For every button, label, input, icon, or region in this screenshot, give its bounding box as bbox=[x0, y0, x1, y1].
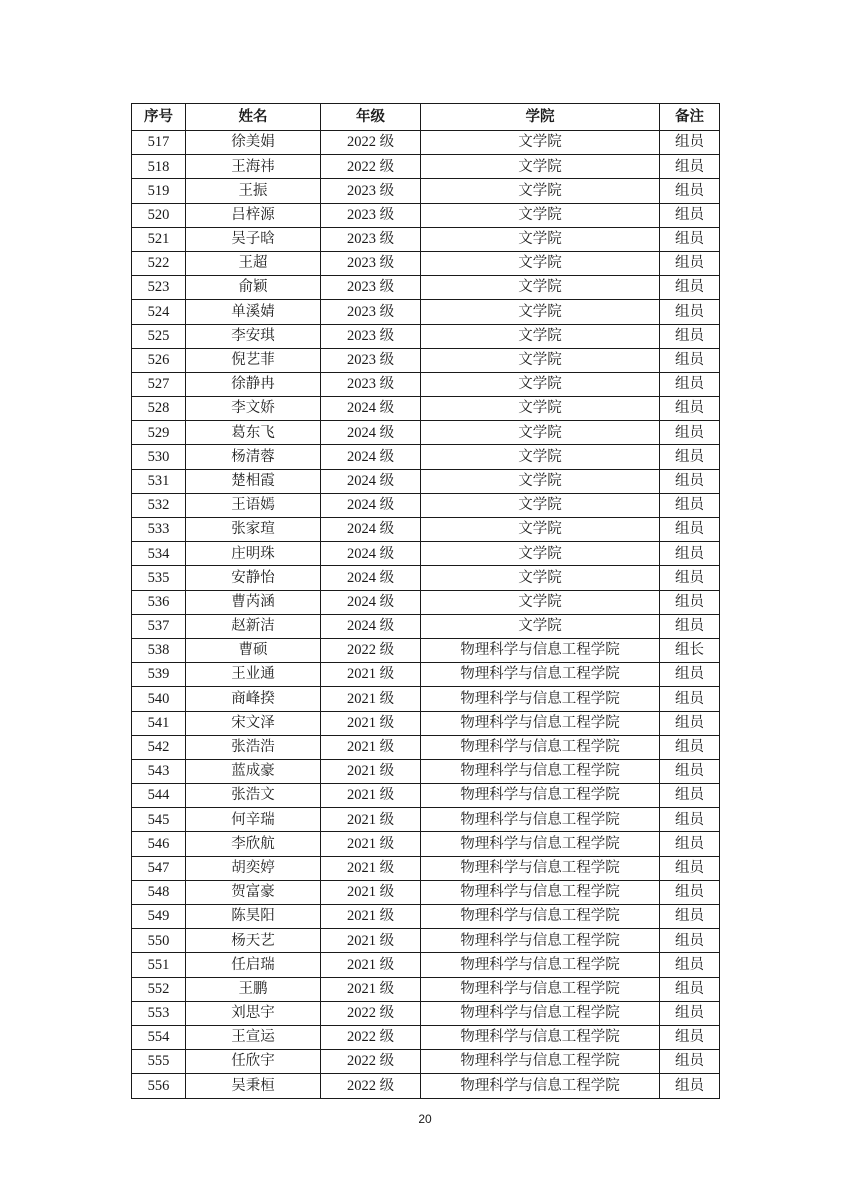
cell-remark: 组员 bbox=[660, 179, 720, 203]
cell-college: 物理科学与信息工程学院 bbox=[421, 832, 660, 856]
cell-college: 文学院 bbox=[421, 155, 660, 179]
table-row bbox=[132, 566, 720, 590]
cell-name: 李欣航 bbox=[186, 832, 321, 856]
cell-remark: 组员 bbox=[660, 155, 720, 179]
cell-name: 王超 bbox=[186, 251, 321, 275]
cell-grade: 2021 级 bbox=[321, 687, 421, 711]
cell-college: 文学院 bbox=[421, 348, 660, 372]
cell-remark: 组员 bbox=[660, 687, 720, 711]
table-row bbox=[132, 759, 720, 783]
table-row bbox=[132, 1025, 720, 1049]
cell-college: 文学院 bbox=[421, 445, 660, 469]
cell-grade: 2023 级 bbox=[321, 348, 421, 372]
table-row bbox=[132, 155, 720, 179]
cell-index: 556 bbox=[132, 1074, 186, 1098]
table-row bbox=[132, 590, 720, 614]
cell-remark: 组员 bbox=[660, 759, 720, 783]
cell-index: 540 bbox=[132, 687, 186, 711]
cell-remark: 组员 bbox=[660, 421, 720, 445]
cell-name: 杨清蓉 bbox=[186, 445, 321, 469]
cell-name: 王鹏 bbox=[186, 977, 321, 1001]
cell-grade: 2023 级 bbox=[321, 203, 421, 227]
cell-college: 文学院 bbox=[421, 276, 660, 300]
cell-grade: 2021 级 bbox=[321, 663, 421, 687]
cell-remark: 组员 bbox=[660, 880, 720, 904]
cell-grade: 2024 级 bbox=[321, 614, 421, 638]
cell-remark: 组员 bbox=[660, 614, 720, 638]
cell-college: 物理科学与信息工程学院 bbox=[421, 1001, 660, 1025]
cell-index: 534 bbox=[132, 542, 186, 566]
cell-grade: 2023 级 bbox=[321, 324, 421, 348]
cell-college: 物理科学与信息工程学院 bbox=[421, 784, 660, 808]
cell-college: 物理科学与信息工程学院 bbox=[421, 711, 660, 735]
cell-college: 文学院 bbox=[421, 324, 660, 348]
cell-remark: 组员 bbox=[660, 227, 720, 251]
roster-body bbox=[132, 131, 720, 1099]
column-header-college: 学院 bbox=[421, 104, 660, 131]
cell-index: 544 bbox=[132, 784, 186, 808]
cell-college: 物理科学与信息工程学院 bbox=[421, 808, 660, 832]
cell-college: 文学院 bbox=[421, 397, 660, 421]
table-row bbox=[132, 300, 720, 324]
cell-index: 533 bbox=[132, 518, 186, 542]
cell-college: 文学院 bbox=[421, 518, 660, 542]
table-row bbox=[132, 711, 720, 735]
cell-name: 吴秉桓 bbox=[186, 1074, 321, 1098]
cell-college: 文学院 bbox=[421, 542, 660, 566]
cell-remark: 组员 bbox=[660, 566, 720, 590]
cell-index: 542 bbox=[132, 735, 186, 759]
cell-name: 刘思宇 bbox=[186, 1001, 321, 1025]
cell-remark: 组员 bbox=[660, 590, 720, 614]
cell-name: 宋文泽 bbox=[186, 711, 321, 735]
cell-college: 物理科学与信息工程学院 bbox=[421, 953, 660, 977]
cell-name: 吴子晗 bbox=[186, 227, 321, 251]
table-row bbox=[132, 397, 720, 421]
table-row bbox=[132, 977, 720, 1001]
cell-index: 535 bbox=[132, 566, 186, 590]
cell-remark: 组员 bbox=[660, 953, 720, 977]
cell-remark: 组员 bbox=[660, 905, 720, 929]
table-row bbox=[132, 905, 720, 929]
cell-index: 523 bbox=[132, 276, 186, 300]
cell-grade: 2021 级 bbox=[321, 808, 421, 832]
cell-college: 物理科学与信息工程学院 bbox=[421, 759, 660, 783]
table-row bbox=[132, 735, 720, 759]
page-number: 20 bbox=[418, 1112, 432, 1126]
cell-college: 物理科学与信息工程学院 bbox=[421, 880, 660, 904]
table-row bbox=[132, 953, 720, 977]
roster-table bbox=[131, 103, 720, 1099]
table-row bbox=[132, 638, 720, 662]
cell-grade: 2021 级 bbox=[321, 856, 421, 880]
cell-grade: 2021 级 bbox=[321, 784, 421, 808]
table-row bbox=[132, 784, 720, 808]
cell-grade: 2022 级 bbox=[321, 1050, 421, 1074]
table-row bbox=[132, 421, 720, 445]
cell-index: 531 bbox=[132, 469, 186, 493]
cell-grade: 2024 级 bbox=[321, 421, 421, 445]
cell-name: 杨天艺 bbox=[186, 929, 321, 953]
cell-index: 554 bbox=[132, 1025, 186, 1049]
cell-college: 文学院 bbox=[421, 421, 660, 445]
cell-name: 倪艺菲 bbox=[186, 348, 321, 372]
cell-grade: 2023 级 bbox=[321, 251, 421, 275]
cell-college: 物理科学与信息工程学院 bbox=[421, 977, 660, 1001]
cell-remark: 组员 bbox=[660, 324, 720, 348]
cell-name: 王宣运 bbox=[186, 1025, 321, 1049]
cell-remark: 组员 bbox=[660, 663, 720, 687]
cell-index: 517 bbox=[132, 131, 186, 155]
cell-index: 519 bbox=[132, 179, 186, 203]
cell-name: 张浩文 bbox=[186, 784, 321, 808]
table-row bbox=[132, 518, 720, 542]
table-row bbox=[132, 131, 720, 155]
table-row bbox=[132, 1074, 720, 1098]
cell-name: 何辛瑞 bbox=[186, 808, 321, 832]
column-header-grade: 年级 bbox=[321, 104, 421, 131]
cell-name: 贺富豪 bbox=[186, 880, 321, 904]
column-header-name: 姓名 bbox=[186, 104, 321, 131]
cell-index: 555 bbox=[132, 1050, 186, 1074]
cell-grade: 2021 级 bbox=[321, 953, 421, 977]
cell-remark: 组员 bbox=[660, 276, 720, 300]
cell-college: 文学院 bbox=[421, 300, 660, 324]
column-header-index: 序号 bbox=[132, 104, 186, 131]
cell-index: 522 bbox=[132, 251, 186, 275]
cell-grade: 2024 级 bbox=[321, 542, 421, 566]
cell-grade: 2023 级 bbox=[321, 372, 421, 396]
table-row bbox=[132, 614, 720, 638]
cell-index: 525 bbox=[132, 324, 186, 348]
cell-index: 536 bbox=[132, 590, 186, 614]
cell-index: 548 bbox=[132, 880, 186, 904]
cell-grade: 2021 级 bbox=[321, 929, 421, 953]
cell-name: 王海祎 bbox=[186, 155, 321, 179]
cell-remark: 组员 bbox=[660, 1050, 720, 1074]
cell-name: 楚相霞 bbox=[186, 469, 321, 493]
table-row bbox=[132, 808, 720, 832]
header-row bbox=[132, 104, 720, 131]
cell-name: 葛东飞 bbox=[186, 421, 321, 445]
cell-index: 550 bbox=[132, 929, 186, 953]
cell-grade: 2024 级 bbox=[321, 397, 421, 421]
table-row bbox=[132, 227, 720, 251]
cell-index: 538 bbox=[132, 638, 186, 662]
cell-grade: 2024 级 bbox=[321, 518, 421, 542]
cell-grade: 2022 级 bbox=[321, 155, 421, 179]
cell-grade: 2021 级 bbox=[321, 735, 421, 759]
cell-index: 539 bbox=[132, 663, 186, 687]
cell-remark: 组员 bbox=[660, 542, 720, 566]
cell-index: 546 bbox=[132, 832, 186, 856]
cell-remark: 组员 bbox=[660, 493, 720, 517]
table-row bbox=[132, 1050, 720, 1074]
cell-remark: 组员 bbox=[660, 977, 720, 1001]
cell-name: 陈昊阳 bbox=[186, 905, 321, 929]
cell-college: 文学院 bbox=[421, 179, 660, 203]
cell-grade: 2024 级 bbox=[321, 493, 421, 517]
table-row bbox=[132, 445, 720, 469]
cell-index: 526 bbox=[132, 348, 186, 372]
cell-name: 商峰揆 bbox=[186, 687, 321, 711]
cell-grade: 2021 级 bbox=[321, 977, 421, 1001]
table-row bbox=[132, 542, 720, 566]
cell-grade: 2022 级 bbox=[321, 638, 421, 662]
cell-index: 524 bbox=[132, 300, 186, 324]
cell-remark: 组员 bbox=[660, 203, 720, 227]
cell-remark: 组长 bbox=[660, 638, 720, 662]
cell-college: 文学院 bbox=[421, 614, 660, 638]
cell-remark: 组员 bbox=[660, 1074, 720, 1098]
cell-remark: 组员 bbox=[660, 711, 720, 735]
cell-index: 537 bbox=[132, 614, 186, 638]
cell-college: 物理科学与信息工程学院 bbox=[421, 1025, 660, 1049]
cell-college: 物理科学与信息工程学院 bbox=[421, 663, 660, 687]
cell-grade: 2023 级 bbox=[321, 300, 421, 324]
cell-grade: 2022 级 bbox=[321, 1074, 421, 1098]
cell-grade: 2021 级 bbox=[321, 832, 421, 856]
cell-index: 547 bbox=[132, 856, 186, 880]
cell-name: 王业通 bbox=[186, 663, 321, 687]
cell-college: 物理科学与信息工程学院 bbox=[421, 638, 660, 662]
cell-college: 物理科学与信息工程学院 bbox=[421, 1050, 660, 1074]
table-row bbox=[132, 880, 720, 904]
cell-college: 文学院 bbox=[421, 493, 660, 517]
table-row bbox=[132, 493, 720, 517]
cell-name: 安静怡 bbox=[186, 566, 321, 590]
cell-index: 527 bbox=[132, 372, 186, 396]
cell-remark: 组员 bbox=[660, 832, 720, 856]
cell-index: 521 bbox=[132, 227, 186, 251]
cell-grade: 2024 级 bbox=[321, 590, 421, 614]
cell-name: 俞颖 bbox=[186, 276, 321, 300]
cell-college: 文学院 bbox=[421, 566, 660, 590]
cell-remark: 组员 bbox=[660, 784, 720, 808]
table-row bbox=[132, 856, 720, 880]
cell-remark: 组员 bbox=[660, 518, 720, 542]
cell-college: 文学院 bbox=[421, 372, 660, 396]
cell-college: 物理科学与信息工程学院 bbox=[421, 929, 660, 953]
cell-index: 532 bbox=[132, 493, 186, 517]
cell-name: 庄明珠 bbox=[186, 542, 321, 566]
cell-college: 物理科学与信息工程学院 bbox=[421, 687, 660, 711]
cell-college: 物理科学与信息工程学院 bbox=[421, 735, 660, 759]
cell-remark: 组员 bbox=[660, 251, 720, 275]
cell-remark: 组员 bbox=[660, 131, 720, 155]
table-row bbox=[132, 276, 720, 300]
cell-remark: 组员 bbox=[660, 469, 720, 493]
cell-grade: 2022 级 bbox=[321, 1025, 421, 1049]
cell-name: 王语嫣 bbox=[186, 493, 321, 517]
cell-grade: 2022 级 bbox=[321, 1001, 421, 1025]
cell-grade: 2024 级 bbox=[321, 469, 421, 493]
cell-name: 任欣宇 bbox=[186, 1050, 321, 1074]
cell-grade: 2024 级 bbox=[321, 566, 421, 590]
cell-index: 543 bbox=[132, 759, 186, 783]
cell-name: 李安琪 bbox=[186, 324, 321, 348]
cell-index: 529 bbox=[132, 421, 186, 445]
cell-college: 物理科学与信息工程学院 bbox=[421, 856, 660, 880]
cell-index: 551 bbox=[132, 953, 186, 977]
cell-remark: 组员 bbox=[660, 735, 720, 759]
cell-grade: 2021 级 bbox=[321, 880, 421, 904]
cell-grade: 2024 级 bbox=[321, 445, 421, 469]
cell-name: 任启瑞 bbox=[186, 953, 321, 977]
cell-remark: 组员 bbox=[660, 397, 720, 421]
cell-remark: 组员 bbox=[660, 348, 720, 372]
cell-name: 蓝成豪 bbox=[186, 759, 321, 783]
cell-index: 541 bbox=[132, 711, 186, 735]
cell-grade: 2023 级 bbox=[321, 276, 421, 300]
cell-name: 徐美娟 bbox=[186, 131, 321, 155]
cell-index: 528 bbox=[132, 397, 186, 421]
cell-name: 曹硕 bbox=[186, 638, 321, 662]
table-row bbox=[132, 372, 720, 396]
cell-name: 李文娇 bbox=[186, 397, 321, 421]
cell-name: 单溪婧 bbox=[186, 300, 321, 324]
cell-remark: 组员 bbox=[660, 929, 720, 953]
cell-name: 徐静冉 bbox=[186, 372, 321, 396]
cell-college: 物理科学与信息工程学院 bbox=[421, 905, 660, 929]
cell-college: 文学院 bbox=[421, 469, 660, 493]
cell-remark: 组员 bbox=[660, 300, 720, 324]
table-row bbox=[132, 469, 720, 493]
cell-index: 530 bbox=[132, 445, 186, 469]
table-row bbox=[132, 663, 720, 687]
table-row bbox=[132, 251, 720, 275]
cell-name: 胡奕婷 bbox=[186, 856, 321, 880]
cell-remark: 组员 bbox=[660, 372, 720, 396]
cell-grade: 2021 级 bbox=[321, 759, 421, 783]
cell-grade: 2021 级 bbox=[321, 905, 421, 929]
cell-remark: 组员 bbox=[660, 1001, 720, 1025]
table-row bbox=[132, 687, 720, 711]
cell-name: 吕梓源 bbox=[186, 203, 321, 227]
cell-name: 张家瑄 bbox=[186, 518, 321, 542]
cell-index: 518 bbox=[132, 155, 186, 179]
cell-grade: 2023 级 bbox=[321, 227, 421, 251]
cell-grade: 2022 级 bbox=[321, 131, 421, 155]
cell-college: 文学院 bbox=[421, 131, 660, 155]
column-header-remark: 备注 bbox=[660, 104, 720, 131]
cell-index: 552 bbox=[132, 977, 186, 1001]
cell-remark: 组员 bbox=[660, 1025, 720, 1049]
cell-remark: 组员 bbox=[660, 856, 720, 880]
table-row bbox=[132, 203, 720, 227]
cell-index: 549 bbox=[132, 905, 186, 929]
table-row bbox=[132, 179, 720, 203]
cell-name: 张浩浩 bbox=[186, 735, 321, 759]
cell-college: 文学院 bbox=[421, 203, 660, 227]
cell-name: 曹芮涵 bbox=[186, 590, 321, 614]
cell-college: 文学院 bbox=[421, 251, 660, 275]
cell-college: 文学院 bbox=[421, 590, 660, 614]
table-row bbox=[132, 324, 720, 348]
cell-college: 物理科学与信息工程学院 bbox=[421, 1074, 660, 1098]
cell-remark: 组员 bbox=[660, 808, 720, 832]
cell-name: 赵新洁 bbox=[186, 614, 321, 638]
table-row bbox=[132, 832, 720, 856]
table-row bbox=[132, 929, 720, 953]
cell-name: 王振 bbox=[186, 179, 321, 203]
cell-index: 545 bbox=[132, 808, 186, 832]
table-row bbox=[132, 348, 720, 372]
cell-college: 文学院 bbox=[421, 227, 660, 251]
table-row bbox=[132, 1001, 720, 1025]
cell-index: 553 bbox=[132, 1001, 186, 1025]
cell-index: 520 bbox=[132, 203, 186, 227]
cell-grade: 2021 级 bbox=[321, 711, 421, 735]
cell-grade: 2023 级 bbox=[321, 179, 421, 203]
cell-remark: 组员 bbox=[660, 445, 720, 469]
